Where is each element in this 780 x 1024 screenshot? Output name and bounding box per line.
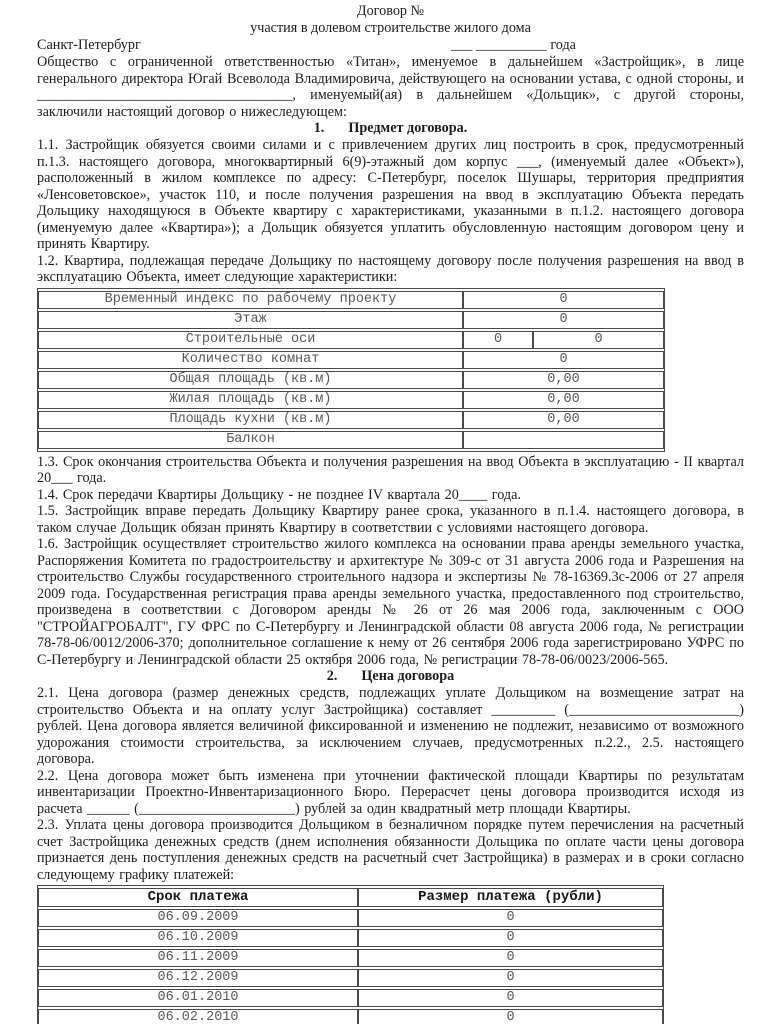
payment-amount: 0 <box>358 949 663 967</box>
section-1-title: Предмет договора. <box>348 120 468 136</box>
spec-label: Строительные оси <box>38 331 463 349</box>
clause-1-4: 1.4. Срок передачи Квартиры Дольщику - не позднее IV квартала 20____ года. <box>37 486 521 503</box>
payment-date: 06.11.2009 <box>38 949 358 967</box>
table-row <box>38 411 664 429</box>
spec-value: 0,00 <box>463 371 664 389</box>
spec-label: Временный индекс по рабочему проекту <box>38 291 463 309</box>
spec-label: Площадь кухни (кв.м) <box>38 411 463 429</box>
payment-date-header: Срок платежа <box>38 888 358 907</box>
clause-2-3: 2.3. Уплата цены договора производится Дольщиком в безналичном порядке путем перечисления на расчетный счет Застройщика денежных средств (днем исполнения обязанности Дольщика по оплате части цены договора признается день поступления денежных средств на расчетный счет Застройщика) в размерах и в сроки согласно следующему графику платежей: <box>37 817 744 883</box>
spec-value: 0 <box>463 351 664 369</box>
document-title: Договор № <box>356 3 425 19</box>
spec-label: Общая площадь (кв.м) <box>38 371 463 389</box>
spec-value: 0 <box>533 331 664 349</box>
date-blank-field: ___ __________ года <box>451 37 576 53</box>
spec-label: Жилая площадь (кв.м) <box>38 391 463 409</box>
payment-date: 06.12.2009 <box>38 969 358 987</box>
spec-value: 0,00 <box>463 391 664 409</box>
section-1-heading <box>37 120 744 137</box>
table-header-row <box>38 888 663 907</box>
clause-1-1: 1.1. Застройщик обязуется своими силами и с привлечением других лиц построить в срок, предусмотренный п.1.3. настоящего договора, многоквартирный 6(9)-этажный дом корпус ___, (именуемый далее «Объект»), расположенный в жилом комплексе по адресу: С-Петербург, поселок Шушары, территория предприятия «Ленсоветовское», участок 110, и после получения разрешения на ввод в эксплуатацию Объекта передать Дольщику находящуюся в Объекте квартиру с характеристиками, указанными в п.1.2. настоящего договора (именуемую далее «Квартира»); а Дольщик обязуется уплатить обусловленную настоящим договором цену и принять Квартиру. <box>37 137 744 252</box>
spec-value <box>463 431 664 449</box>
preamble-paragraph: Общество с ограниченной ответственностью «Титан», именуемое в дальнейшем «Застройщик», в лице генерального директора Югай Всеволода Владимировича, действующего на основании устава, с одной стороны, и ____________________________________, именуемый(ая) в дальнейшем «Дольщик», с другой стороны, заключили настоящий договор о нижеследующем: <box>37 54 744 120</box>
clause-1-5: 1.5. Застройщик вправе передать Дольщику Квартиру ранее срока, указанного в п.1.4. настоящего договора, в таком случае Дольщик обязан принять Квартиру в соответствии с условиями настоящего договора. <box>37 503 744 536</box>
table-row <box>38 291 664 309</box>
table-row <box>38 989 663 1007</box>
payment-amount: 0 <box>358 929 663 947</box>
payment-schedule-table <box>37 885 664 1024</box>
table-row <box>38 949 663 967</box>
table-row <box>38 929 663 947</box>
clause-1-6: 1.6. Застройщик осуществляет строительство жилого комплекса на основании права аренды земельного участка, Распоряжения Комитета по градостроительству и архитектуре № 309-с от 31 августа 2006 года и Разрешения на строительство Службы государственного строительного надзора и экспертизы № 78-16369.3с-2006 от 27 апреля 2009 года. Государственная регистрация права аренды земельного участка, предоставленного под строительство, произведена в соответствии с Договором аренды № 26 от 26 мая 2006 года, заключенным с ООО "СТРОЙАГРОБАЛТ", ГУ ФРС по С-Петербургу и Ленинградской области 08 августа 2006 года, № регистрации 78-78-06/0012/2006-370; дополнительное соглашение к нему от 26 сентября 2006 года зарегистрировано УФРС по С-Петербургу и Ленинградской области 25 октября 2006 года, № регистрации 78-78-06/0023/2006-565. <box>37 536 744 668</box>
payment-amount: 0 <box>358 989 663 1007</box>
table-row <box>38 1009 663 1024</box>
payment-date: 06.10.2009 <box>38 929 358 947</box>
spec-value: 0 <box>463 331 533 349</box>
table-row <box>38 311 664 329</box>
section-2-number: 2. <box>326 668 338 684</box>
city-date-line <box>37 37 744 54</box>
city-label: Санкт-Петербург <box>37 37 141 53</box>
section-1-number: 1. <box>313 120 325 136</box>
table-row <box>38 969 663 987</box>
clause-1-2: 1.2. Квартира, подлежащая передаче Дольщику по настоящему договору после получения разрешения на ввод в эксплуатацию Объекта, имеет следующие характеристики: <box>37 252 744 285</box>
spec-value: 0 <box>463 311 664 329</box>
spec-value: 0 <box>463 291 664 309</box>
table-row <box>38 351 664 369</box>
spec-label: Количество комнат <box>38 351 463 369</box>
payment-date: 06.09.2009 <box>38 909 358 927</box>
payment-amount: 0 <box>358 969 663 987</box>
spec-value: 0,00 <box>463 411 664 429</box>
payment-date: 06.01.2010 <box>38 989 358 1007</box>
document-subtitle: участия в долевом строительстве жилого дома <box>250 20 531 36</box>
apartment-specs-table <box>37 288 665 452</box>
table-row <box>38 331 664 349</box>
section-2-title: Цена договора <box>361 668 455 684</box>
table-row <box>38 431 664 449</box>
clause-2-2: 2.2. Цена договора может быть изменена при уточнении фактической площади Квартиры по результатам инвентаризации Проектно-Инвентаризационного Бюро. Перерасчет цены договора производится исходя из расчета ______ (______________________) рублей за один квадратный метр площади Квартиры. <box>37 767 744 817</box>
payment-date: 06.02.2010 <box>38 1009 358 1024</box>
clause-2-1: 2.1. Цена договора (размер денежных средств, подлежащих уплате Дольщиком на возмещение затрат на строительство Объекта и на оплату услуг Застройщика) составляет _________ (________________________) рублей. Цена договора является величиной фиксированной и изменению не подлежит, независимо от возможного удорожания стоимости строительства, за исключением случаев, предусмотренных п.2.2., 2.5. настоящего договора. <box>37 685 744 767</box>
clause-1-3: 1.3. Срок окончания строительства Объекта и получения разрешения на ввод Объекта в эксплуатацию - II квартал 20___ года. <box>37 453 744 486</box>
payment-amount-header: Размер платежа (рубли) <box>358 888 663 907</box>
table-row <box>38 909 663 927</box>
payment-amount: 0 <box>358 909 663 927</box>
section-2-heading <box>37 668 744 685</box>
table-row <box>38 371 664 389</box>
table-row <box>38 391 664 409</box>
spec-label: Этаж <box>38 311 463 329</box>
payment-amount: 0 <box>358 1009 663 1024</box>
spec-label: Балкон <box>38 431 463 449</box>
